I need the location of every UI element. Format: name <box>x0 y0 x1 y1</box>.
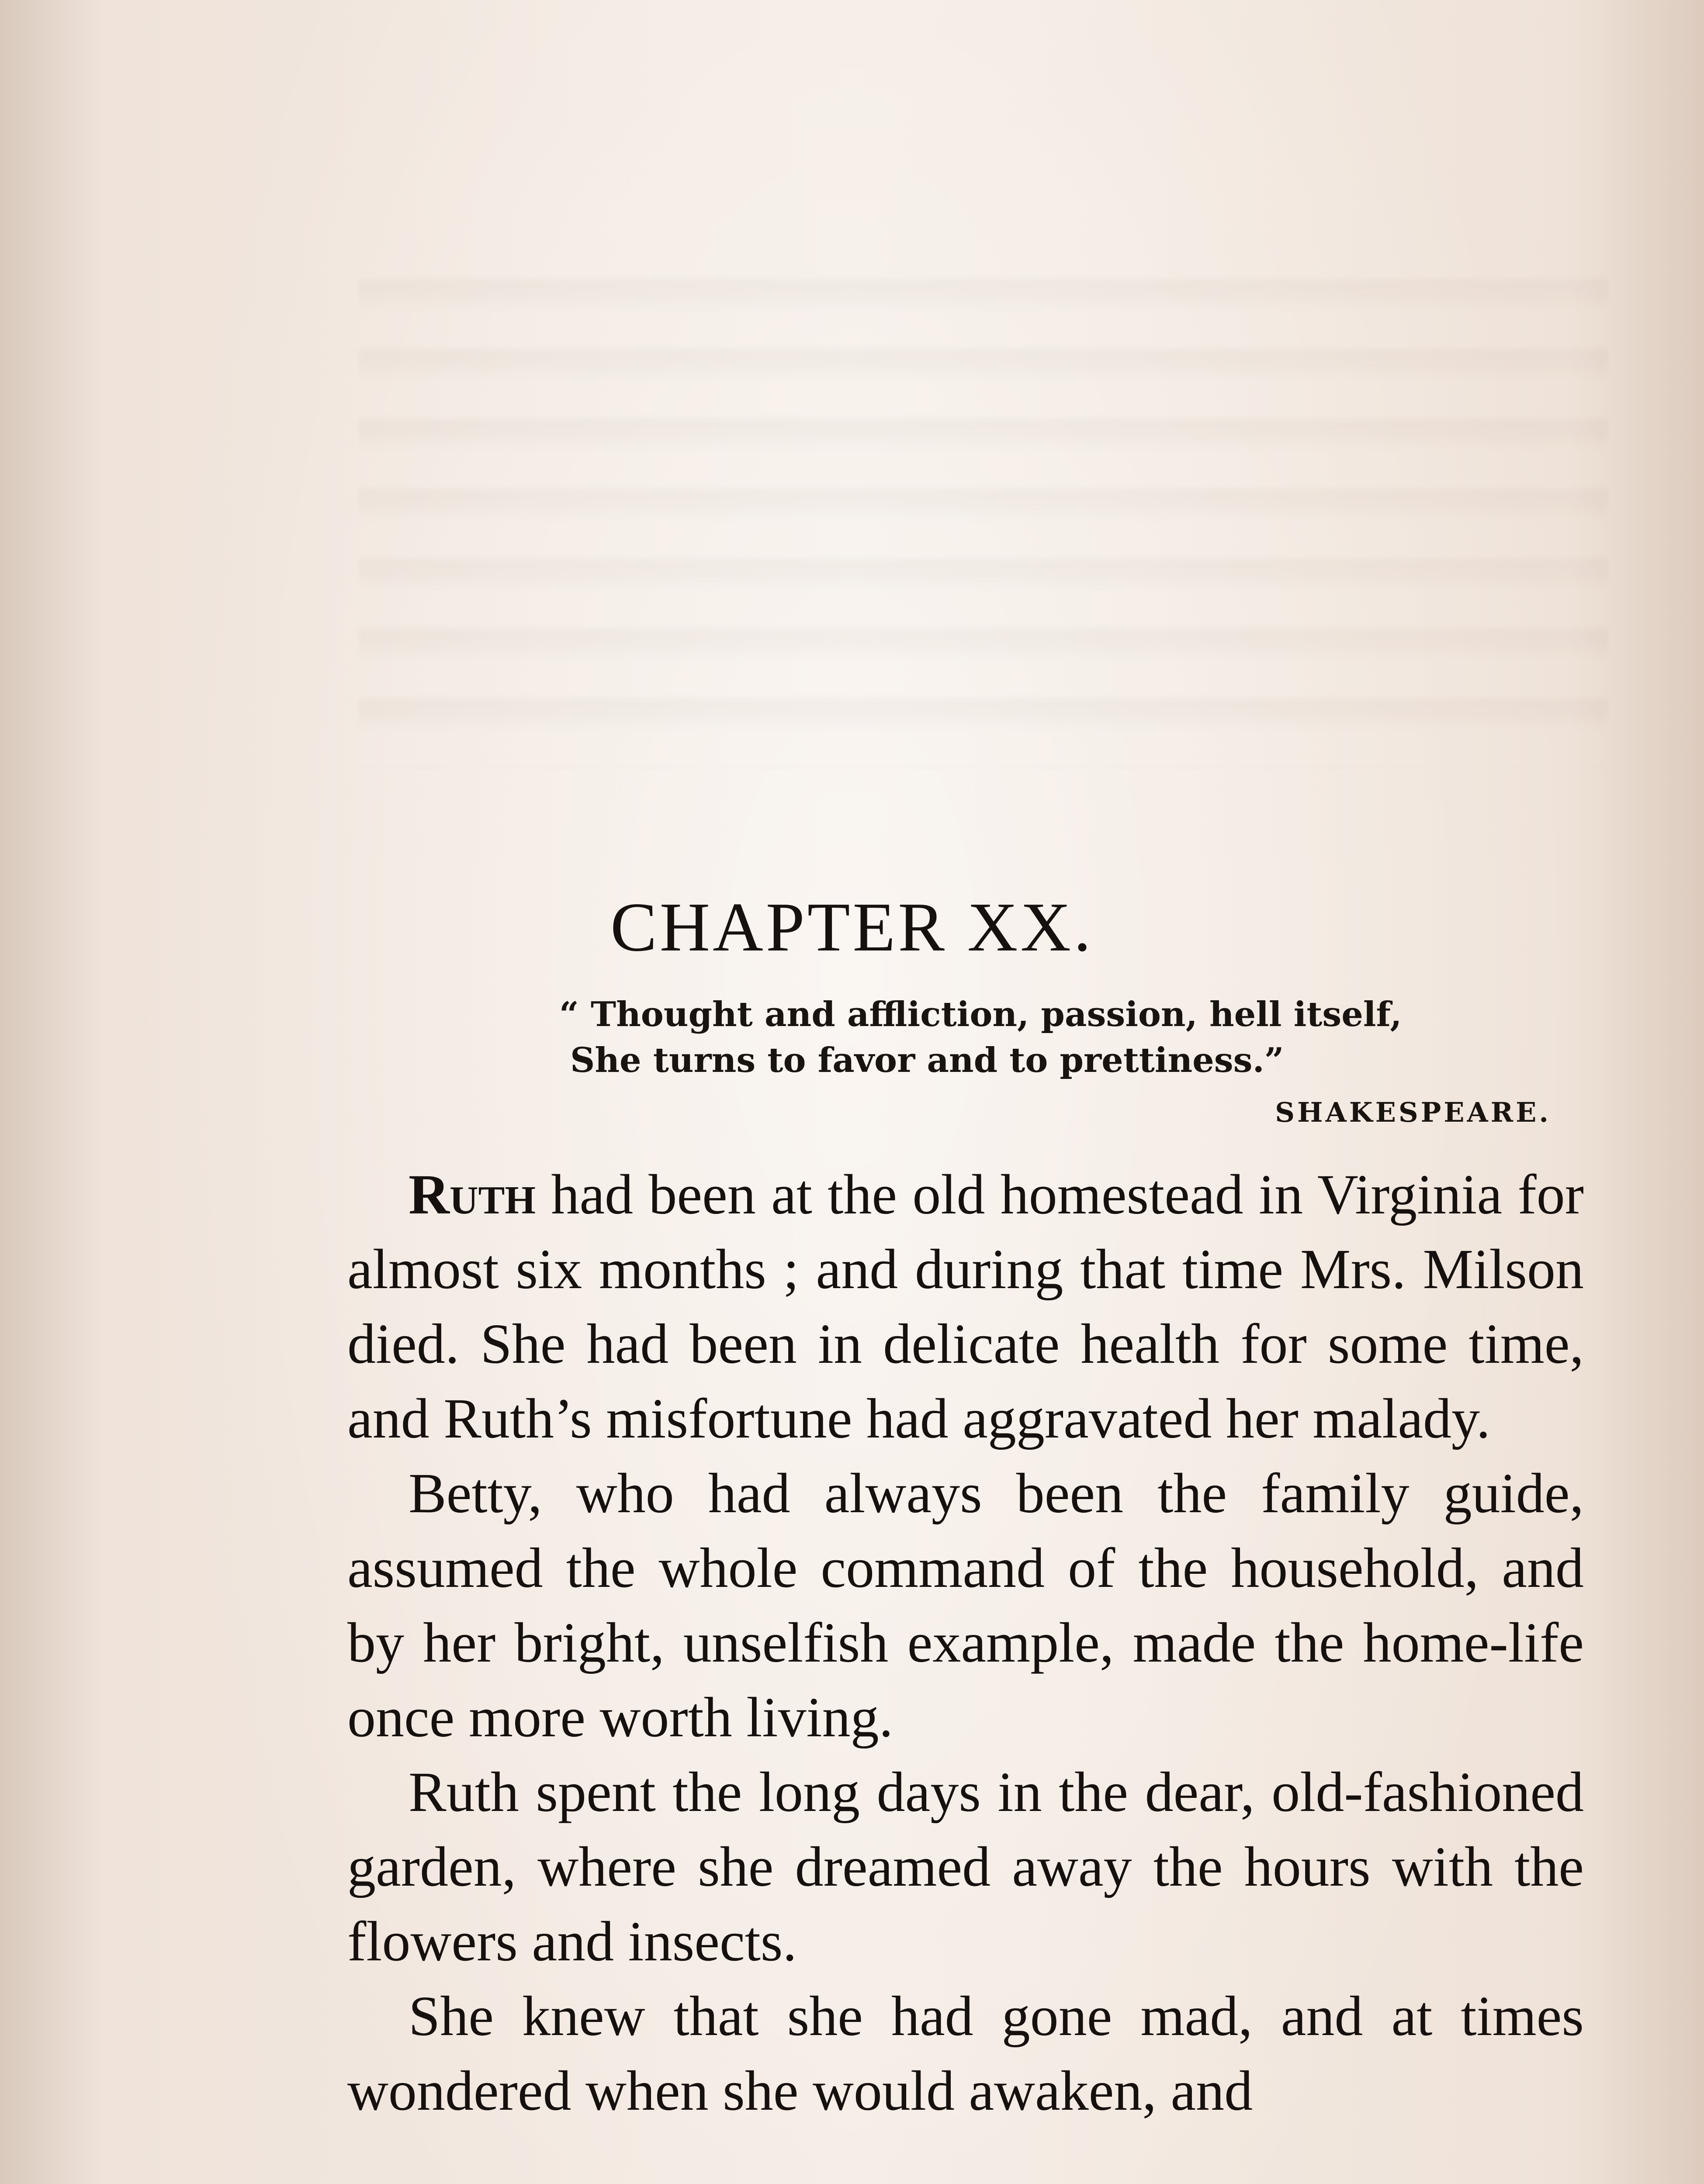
chapter-title: CHAPTER XX. <box>610 888 1094 966</box>
paragraph-2: Betty, who had always been the family guide, assumed the whole command of the household, and by her bright, unselfish example, made the home-life once more worth living. <box>347 1462 1584 1749</box>
epigraph-attribution: SHAKESPEARE. <box>1275 1096 1551 1128</box>
show-through-text <box>358 245 1608 769</box>
paragraph-3: Ruth spent the long days in the dear, old-fashioned garden, where she dreamed away the hours with the flowers and insects. <box>347 1761 1584 1973</box>
body-text <box>347 1158 1584 2129</box>
epigraph-line-2: She turns to favor and to prettiness.” <box>570 1040 1284 1080</box>
paragraph-1 <box>347 1158 1584 1456</box>
epigraph <box>559 992 1477 1083</box>
paragraph-4: She knew that she had gone mad, and at times wondered when she would awaken, and <box>347 1985 1584 2122</box>
paragraph-1-text: had been at the old homestead in Virginia for almost six months ; and during that time Mrs. Milson died. She had been in delicate health for some time, and Ruth’s misfortune had aggravated her malady. <box>347 1163 1584 1450</box>
epigraph-line-1: “ Thought and affliction, passion, hell itself, <box>559 995 1402 1034</box>
paragraph-1-lead: Ruth <box>409 1163 536 1226</box>
